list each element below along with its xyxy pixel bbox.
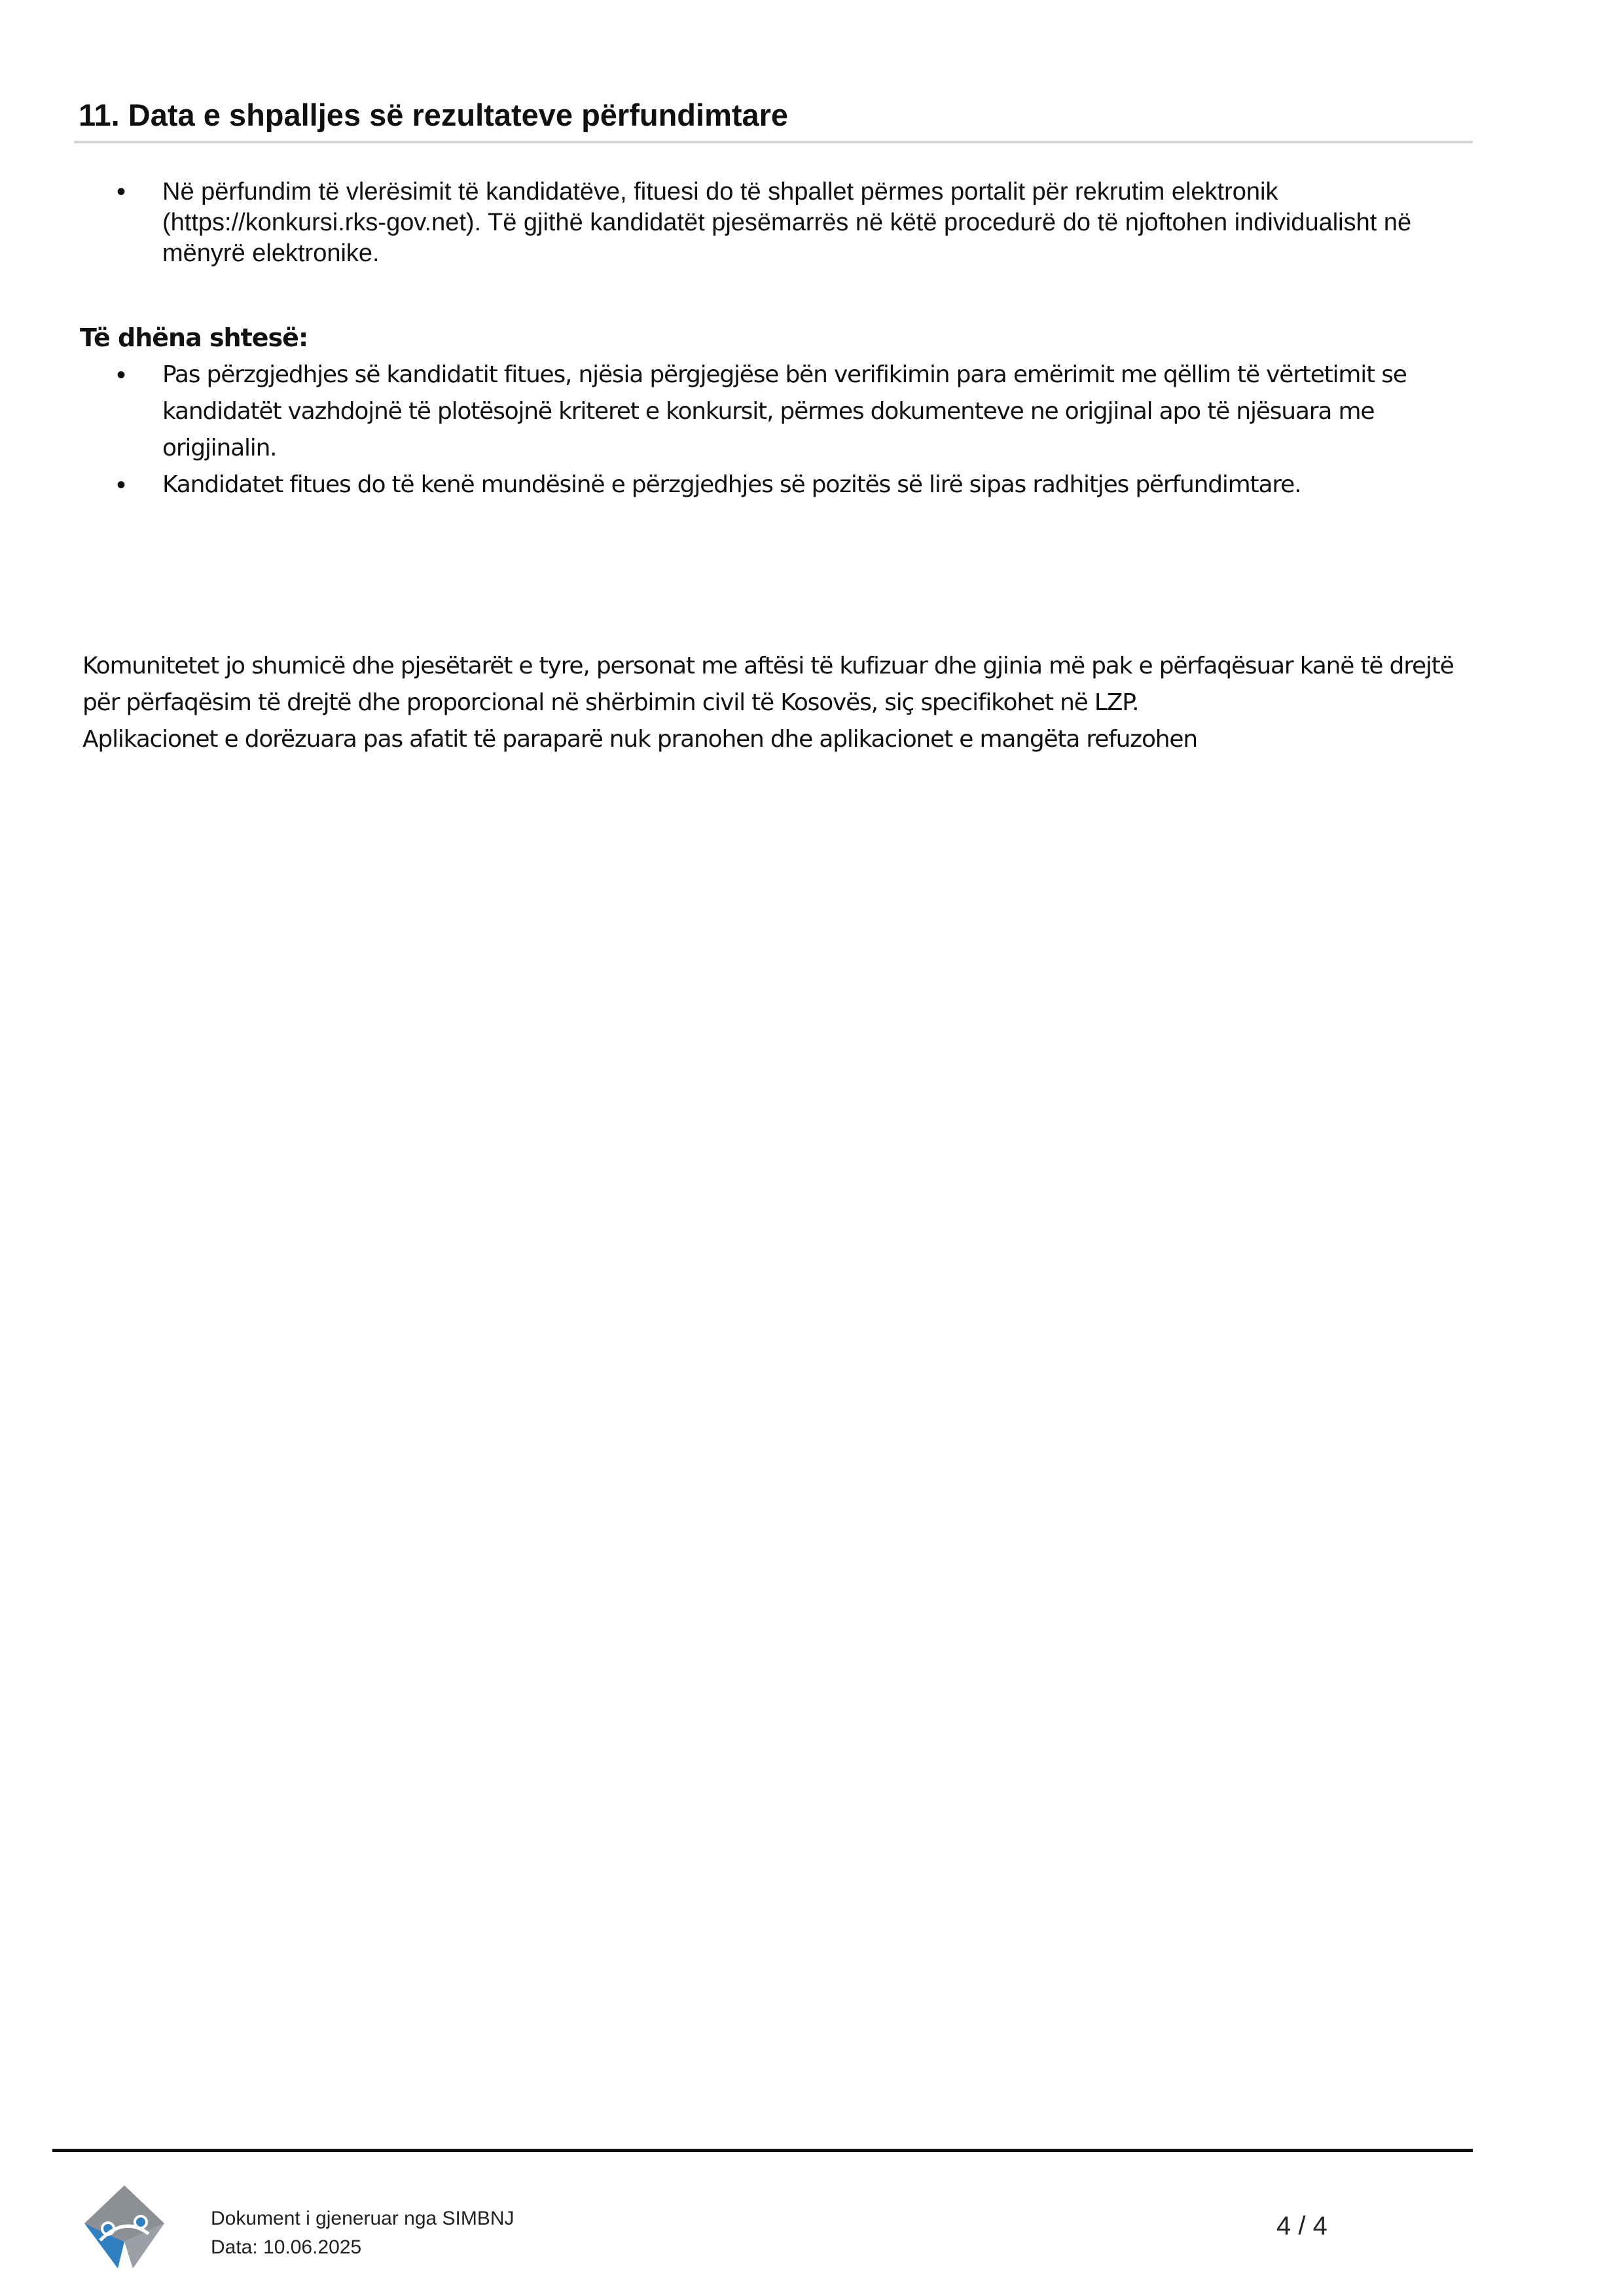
list-item-text: Pas përzgjedhjes së kandidatit fitues, njësia përgjegjëse bën verifikimin para emërimit me qëllim të vërtetimit se kandidatët vazhdojnë të plotësojnë kriteret e konkursit, përmes dokumenteve ne origjinal apo të njësuara me origjinalin. <box>162 361 1407 461</box>
notice-paragraph: Aplikacionet e dorëzuara pas afatit të paraparë nuk pranohen dhe aplikacionet e mangëta refuzohen <box>82 726 1197 753</box>
bullet-icon: • <box>117 471 125 499</box>
equal-representation-notice <box>82 648 1490 758</box>
list-item <box>117 357 1478 467</box>
bullet-icon: • <box>117 177 126 206</box>
generated-by-text: Dokument i gjeneruar nga SIMBNJ <box>211 2208 514 2229</box>
page-number: 4 / 4 <box>1276 2212 1327 2240</box>
list-item-text: Kandidatet fitues do të kenë mundësinë e përzgjedhjes së pozitës së lirë sipas radhitjes përfundimtare. <box>162 471 1301 498</box>
bullet-icon: • <box>117 361 125 389</box>
additional-info-list <box>117 357 1478 503</box>
title-divider <box>74 141 1473 143</box>
list-item-text: Në përfundim të vlerësimit të kandidatëve, fituesi do të shpallet përmes portalit për rekrutim elektronik (https://konkursi.rks-gov.net). Të gjithë kandidatët pjesëmarrës në këtë procedurë do të njoftohen individualisht në mënyrë elektronike. <box>162 178 1412 267</box>
footer-info <box>211 2204 514 2262</box>
simbnj-logo-icon <box>82 2183 167 2271</box>
generated-date-text: Data: 10.06.2025 <box>211 2236 362 2258</box>
list-item <box>117 467 1478 503</box>
section-title: 11. Data e shpalljes së rezultateve përfundimtare <box>79 98 789 132</box>
results-announcement-list <box>117 177 1471 269</box>
list-item <box>117 177 1471 269</box>
additional-info-heading: Të dhëna shtesë: <box>80 323 308 352</box>
footer-divider <box>52 2149 1473 2152</box>
notice-paragraph: Komunitetet jo shumicë dhe pjesëtarët e tyre, personat me aftësi të kufizuar dhe gjinia më pak e përfaqësuar kanë të drejtë për përfaqësim të drejtë dhe proporcional në shërbimin civil të Kosovës, siç specifikohet në LZP. <box>82 653 1454 716</box>
